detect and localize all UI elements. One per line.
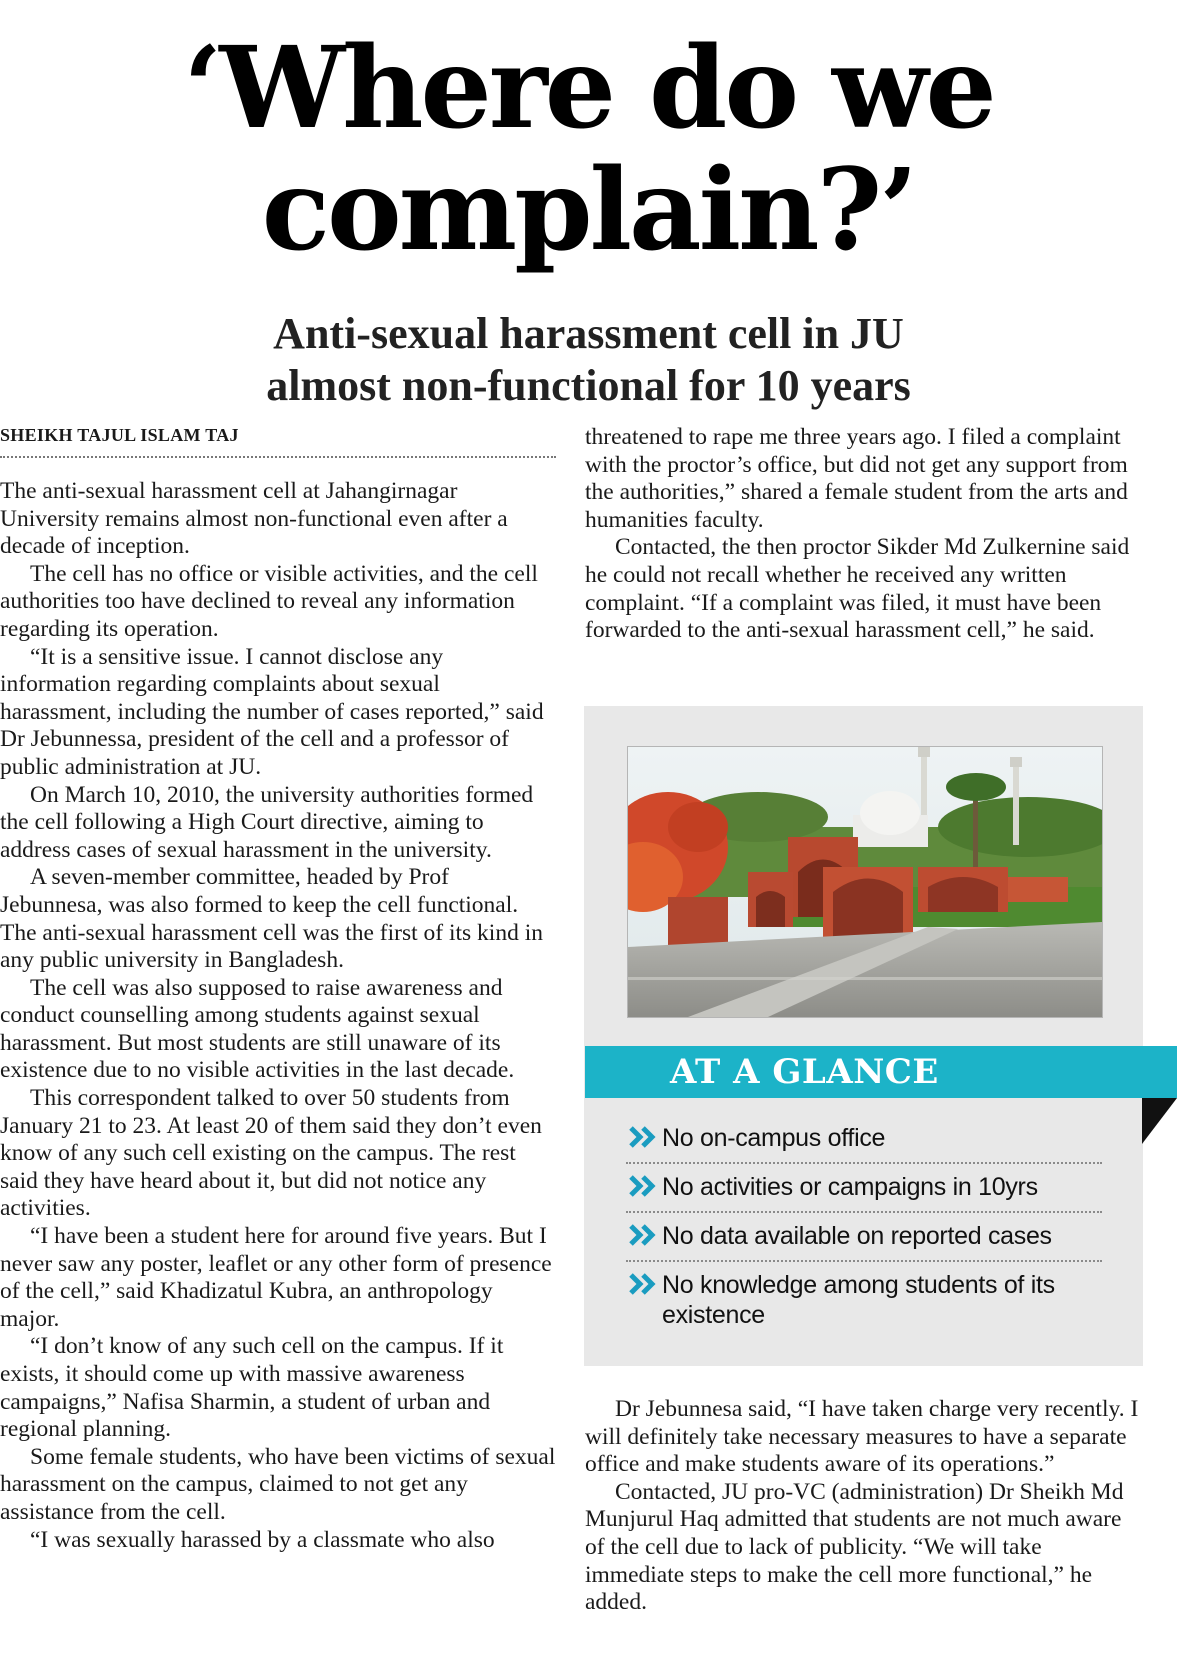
campus-photo [627,746,1103,1018]
byline: SHEIKH TAJUL ISLAM TAJ [0,425,556,458]
paragraph: Some female students, who have been victims of sexual harassment on the campus, claimed to not get any assistance from the cell. [0,1443,556,1525]
paragraph: On March 10, 2010, the university authorities formed the cell following a High Court directive, aiming to address cases of sexual harassment in the university. [0,781,534,863]
at-a-glance-list [626,1115,1102,1339]
paragraph: The cell has no office or visible activities, and the cell authorities too have declined to reveal any information regarding its operation. [0,560,538,642]
paragraph: “I was sexually harassed by a classmate who also [30,1526,495,1553]
paragraph: Contacted, the then proctor Sikder Md Zulkernine said he could not recall whether he received any written complaint. “If a complaint was filed, it must have been forwarded to the anti-sexual harassment cell,” he said. [585,534,1130,644]
list-item-text: No knowledge among students of its existence [662,1271,1055,1329]
list-item-text: No activities or campaigns in 10yrs [662,1173,1038,1201]
double-chevron-right-icon [626,1273,662,1295]
list-item [626,1213,1102,1262]
paragraph: Contacted, JU pro-VC (administration) Dr Sheikh Md Munjurul Haq admitted that students are not much aware of the cell due to lack of publicity. “We will take immediate steps to make the cell more functional,” he added. [585,1478,1124,1616]
banner-fold-corner [1142,1098,1177,1144]
at-a-glance-title: AT A GLANCE [670,1052,939,1092]
article-right-column-top [585,424,1140,645]
list-item-text: No data available on reported cases [662,1222,1052,1250]
double-chevron-right-icon [626,1224,662,1246]
paragraph: Dr Jebunnesa said, “I have taken charge very recently. I will definitely take necessary measures to have a separate office and make students aware of its operations.” [585,1396,1139,1478]
paragraph: The anti-sexual harassment cell at Jahangirnagar University remains almost non-functional even after a decade of inception. [0,478,508,560]
paragraph: “I don’t know of any such cell on the campus. If it exists, it should come up with massive awareness campaigns,” Nafisa Sharmin, a student of urban and regional planning. [0,1333,504,1443]
paragraph: A seven-member committee, headed by Prof Jebunnesa, was also formed to keep the cell functional. The anti-sexual harassment cell was the first of its kind in any public university in Bangladesh. [0,864,543,974]
headline-line-2: complain?’ [261,145,916,277]
list-item [626,1164,1102,1213]
article-left-column [0,478,556,1554]
headline-line-1: ‘Where do we [183,23,994,154]
list-item-text: No on-campus office [662,1124,886,1152]
paragraph: This correspondent talked to over 50 students from January 21 to 23. At least 20 of them said they don’t even know of any such cell existing on the campus. The rest said they have heard about it, but did not notice any activities. [0,1085,542,1222]
list-item [626,1262,1102,1339]
double-chevron-right-icon [626,1126,662,1148]
headline [0,23,1177,277]
subheadline-line-1: Anti-sexual harassment cell in JU [273,309,904,358]
double-chevron-right-icon [626,1175,662,1197]
paragraph: The cell was also supposed to raise awareness and conduct counselling among students against sexual harassment. But most students are still unaware of its existence due to no visible activities in the last decade. [0,974,515,1084]
paragraph: “It is a sensitive issue. I cannot disclose any information regarding complaints about sexual harassment, including the number of cases reported,” said Dr Jebunnessa, president of the cell and a professor of public administration at JU. [0,643,544,780]
paragraph: threatened to rape me three years ago. I filed a complaint with the proctor’s office, but did not get any support from the authorities,” shared a female student from the arts and humanities faculty. [585,424,1128,533]
article-right-column-bottom [585,1396,1140,1617]
subheadline [0,308,1177,412]
paragraph: “I have been a student here for around five years. But I never saw any poster, leaflet or any other form of presence of the cell,” said Khadizatul Kubra, an anthropology major. [0,1223,552,1332]
subheadline-line-2: almost non-functional for 10 years [266,361,911,410]
list-item [626,1115,1102,1164]
